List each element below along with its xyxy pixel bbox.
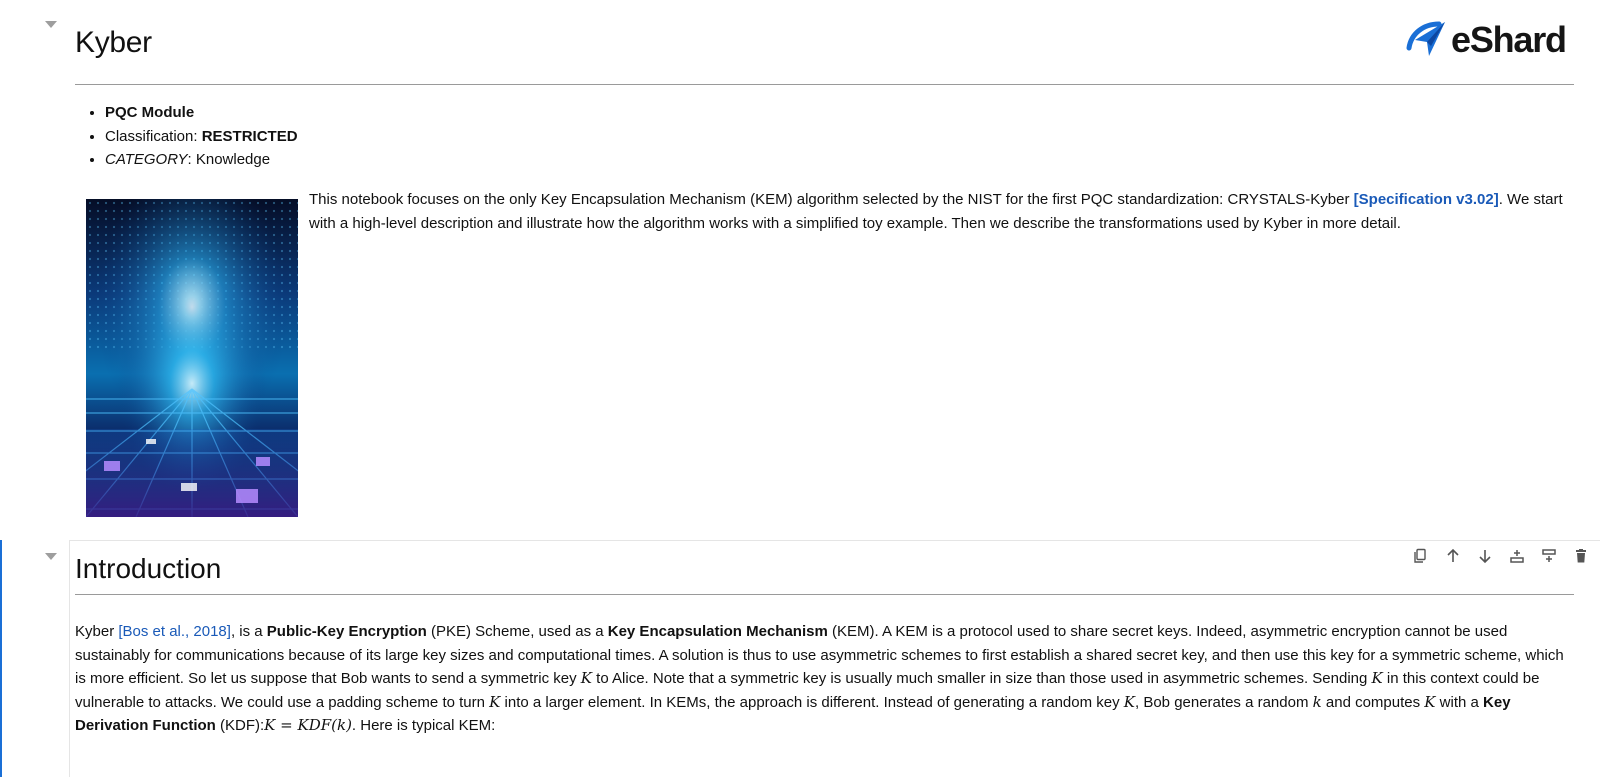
math-var: K [489,692,501,711]
paper-plane-icon [1405,18,1449,62]
intro-text: . Here is typical KEM: [351,717,496,734]
insert-below-icon[interactable] [1538,545,1560,567]
kyber-hero-image [86,199,298,517]
logo-text: eShard [1451,19,1566,60]
intro-text: in this context could be vulnerable to attacks. We could use a padding scheme to turn [75,670,1540,711]
intro-text: with a [1435,693,1484,711]
term-kdf: Key Derivation Function [75,693,1511,734]
notebook-description [309,188,1579,235]
math-var: K [1371,669,1383,687]
move-up-icon[interactable] [1442,545,1464,567]
intro-text: (KEM). A KEM is a protocol used to share secret keys. Indeed, asymmetric encryption cannot be used sustainably for communications because of its large key sizes and computational times. A solution is thus to use asymmetric schemes to first establish a shared secret key, and then use this key for a symmetric scheme, which is more efficient. So let us suppose that Bob wants to send a symmetric key [75,623,1564,687]
title-divider [75,84,1574,85]
term-kem: Key Encapsulation Mechanism [607,623,828,640]
list-item [105,101,298,125]
intro-text: (PKE) Scheme, used as a [426,623,608,640]
specification-link[interactable]: [Specification v3.02] [1353,191,1499,208]
insert-above-icon[interactable] [1506,545,1528,567]
module-label: PQC Module [105,104,195,121]
classification-label: Classification: [105,127,202,145]
description-text: This notebook focuses on the only Key Encapsulation Mechanism (KEM) algorithm selected by the NIST for the first PQC standardization: CRYSTALS-Kyber [309,191,1354,208]
section-divider [75,594,1574,595]
math-formula: K = KDF(k) [264,716,352,734]
intro-text: (KDF): [215,717,265,734]
math-var: K [580,669,593,687]
collapse-toggle-icon[interactable] [45,21,57,28]
intro-text: and computes [1321,693,1425,711]
term-pke: Public-Key Encryption [266,623,427,640]
section-title: Introduction [75,553,222,584]
intro-text: to Alice. Note that a symmetric key is usually much smaller in size than those used in asymmetric schemes. Sending [592,670,1372,687]
math-var: K [1424,692,1436,711]
category-label: CATEGORY [105,151,188,168]
category-value: : Knowledge [187,151,271,168]
active-cell-indicator [0,540,2,777]
introduction-paragraph [75,620,1575,738]
math-var: K [1123,692,1135,711]
delete-icon[interactable] [1570,545,1592,567]
cell-toolbar [1410,545,1592,567]
collapse-toggle-icon[interactable] [45,553,57,560]
intro-text: into a larger element. In KEMs, the approach is different. Instead of generating a random key [500,693,1124,711]
intro-text: , is a [230,623,267,640]
list-item [105,125,298,149]
math-var: k [1312,692,1322,711]
classification-value: RESTRICTED [201,127,298,145]
list-item [105,148,298,172]
page-title: Kyber [75,26,152,59]
move-down-icon[interactable] [1474,545,1496,567]
description-text-end: . We start with a high-level description and illustrate how the algorithm works with a simplified toy example. Then we describe the transformations used by Kyber in more detail. [309,191,1563,232]
intro-text: Kyber [75,623,119,640]
eshard-logo [1405,18,1566,62]
intro-text: , Bob generates a random [1135,693,1313,711]
citation-link[interactable]: [Bos et al., 2018] [118,623,231,640]
metadata-list [88,101,298,172]
duplicate-icon[interactable] [1410,545,1432,567]
